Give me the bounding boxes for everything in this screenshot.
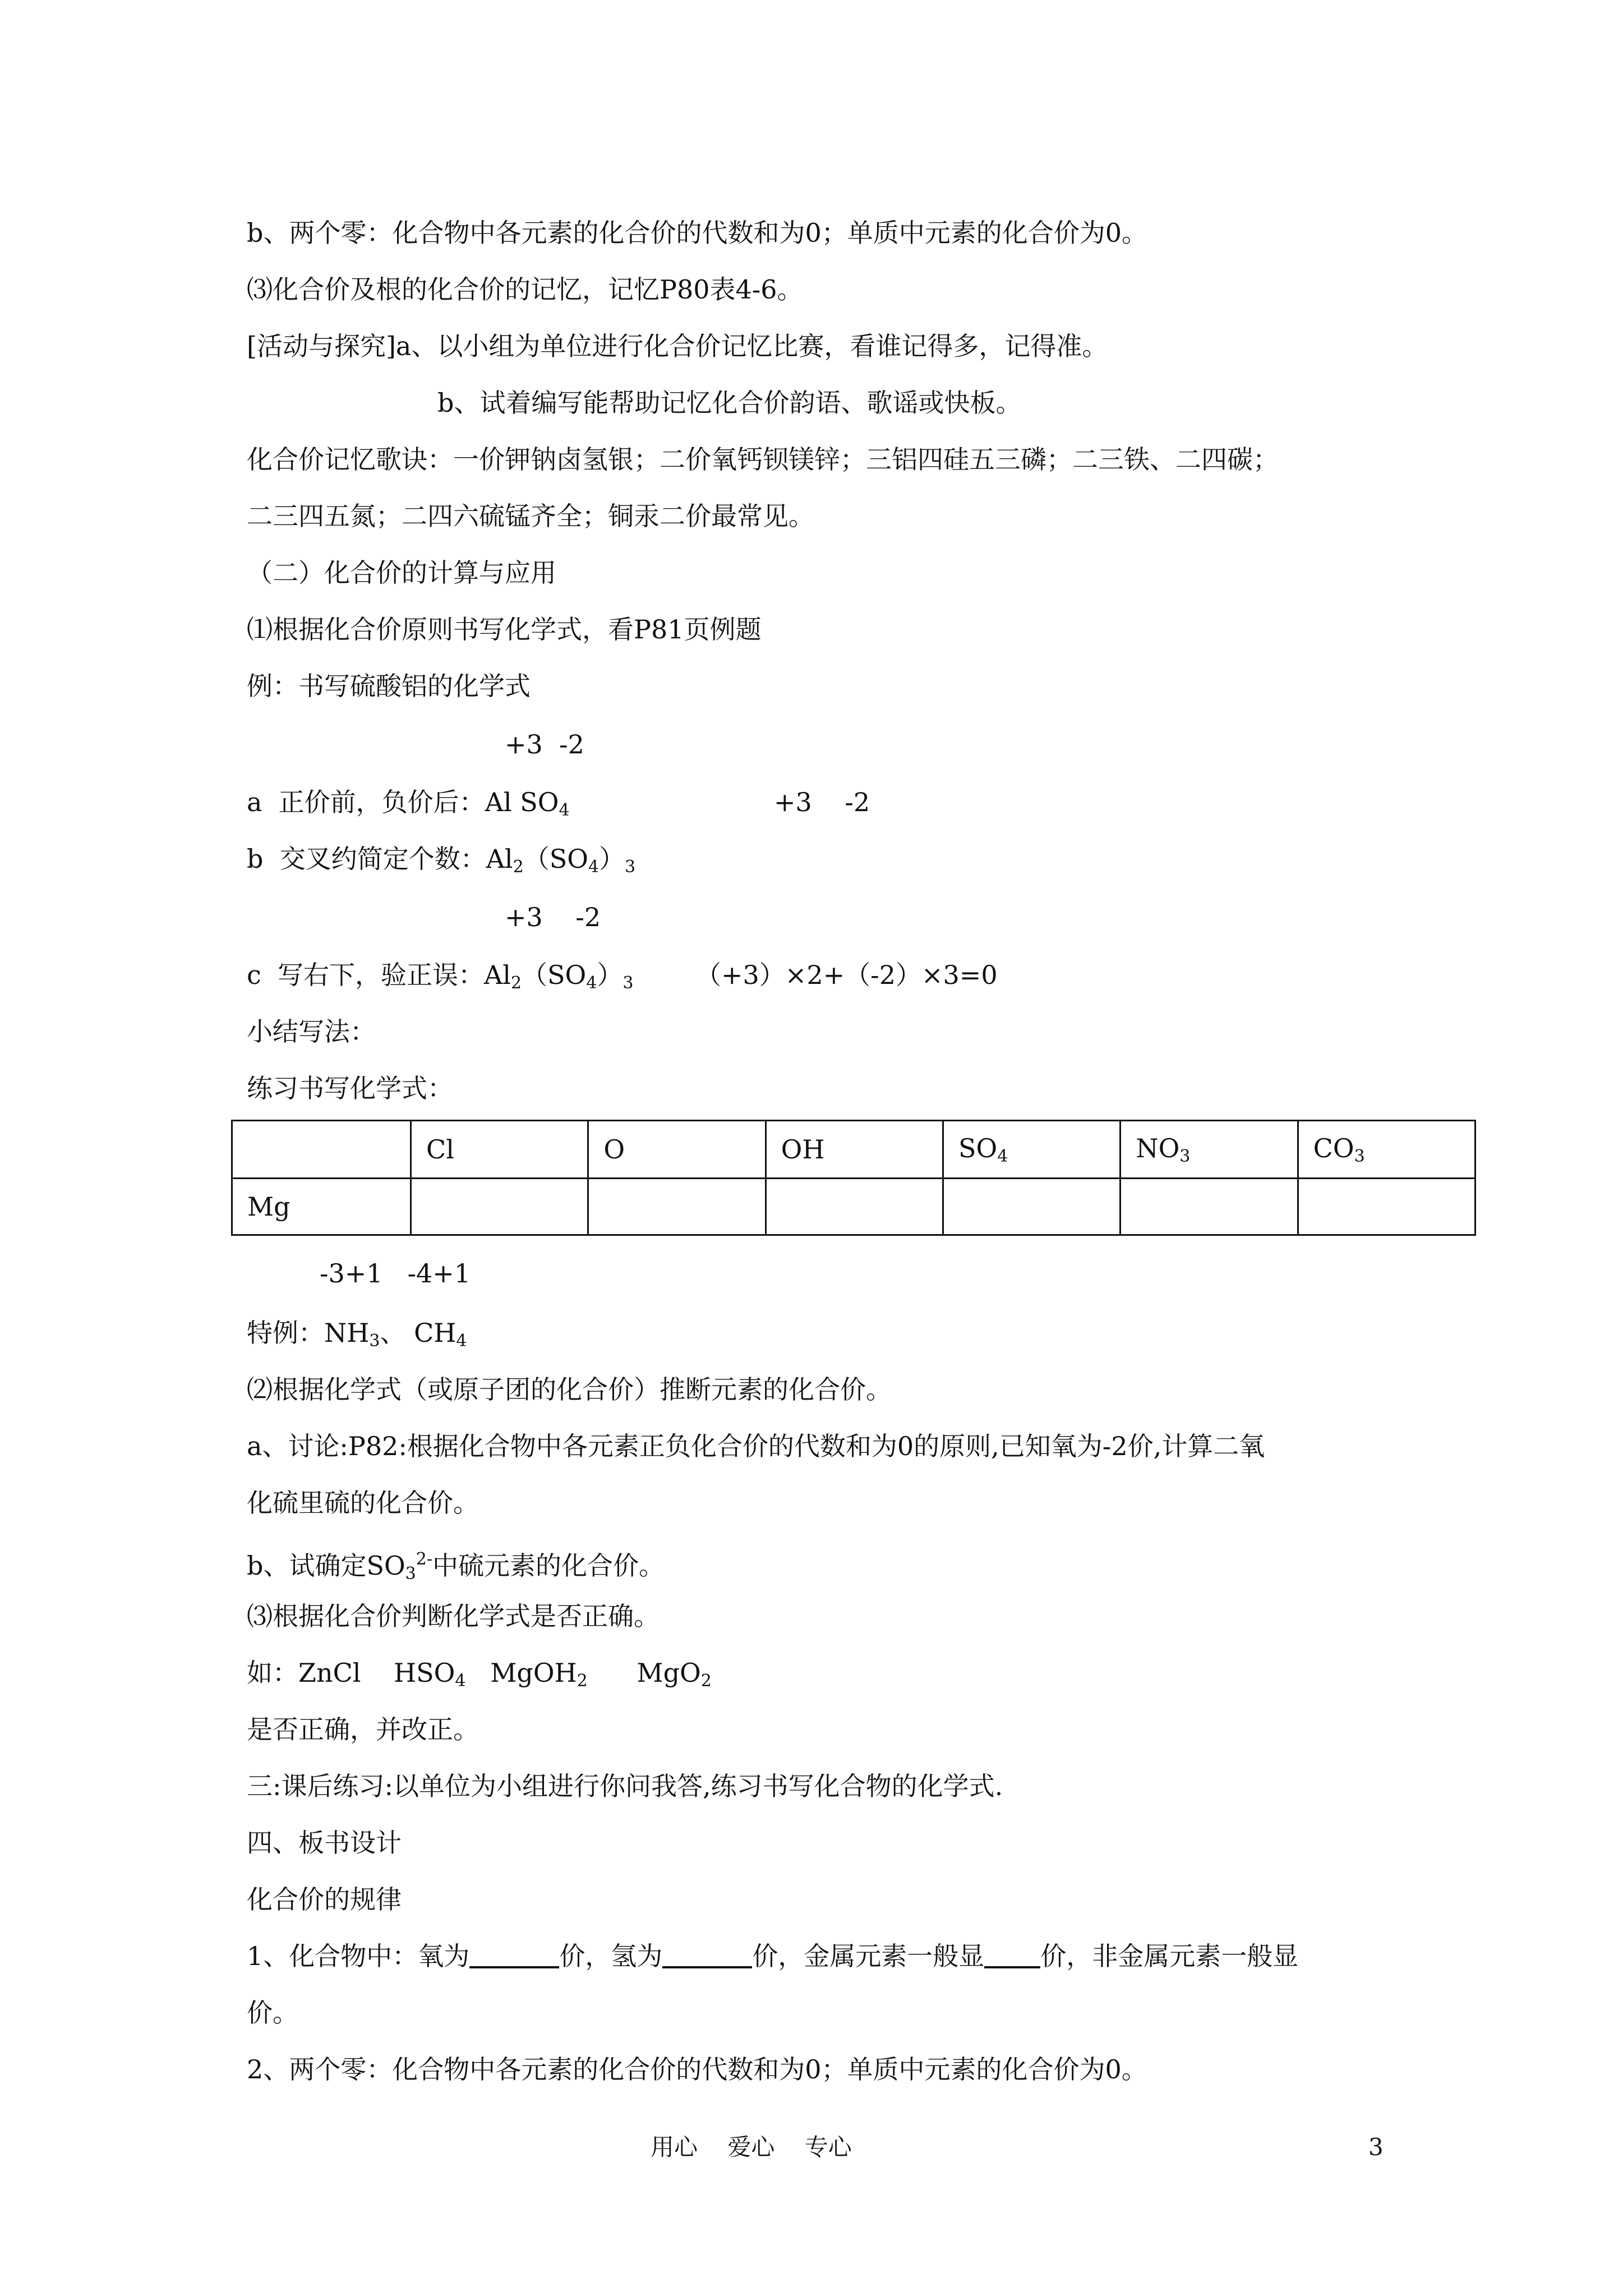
text-line: ⑵根据化学式（或原子团的化合价）推断元素的化合价。: [247, 1374, 892, 1405]
text-line: 例：书写硫酸铝的化学式: [247, 671, 531, 701]
table-cell[interactable]: [588, 1179, 766, 1235]
text-line: 小结写法：: [247, 1016, 376, 1047]
table-header-cell: $CO_3$: [1298, 1121, 1475, 1179]
text-line: 三:课后练习:以单位为小组进行你问我答,练习书写化合物的化学式.: [247, 1771, 1003, 1801]
answer-blank[interactable]: [662, 1941, 752, 1968]
formula-line: [247, 1316, 467, 1358]
valence-annotation: +3 -2: [505, 729, 584, 760]
formula-text: 中硫元素的化合价。: [432, 1550, 665, 1581]
formula-text: MgOH: [465, 1658, 577, 1688]
formula-line: [247, 1656, 712, 1698]
table-header-cell: O: [588, 1121, 766, 1179]
subscript: 3: [623, 973, 634, 993]
subscript: 2: [577, 1671, 588, 1691]
text-line: 价。: [247, 1998, 298, 2028]
answer-blank[interactable]: [469, 1941, 559, 1968]
formula-line: [247, 958, 633, 1000]
table-row: [232, 1179, 1476, 1235]
table-cell[interactable]: [943, 1179, 1120, 1235]
formula-text: 特例：NH: [247, 1318, 370, 1348]
subscript: 2: [513, 857, 524, 877]
subscript: 2: [700, 1671, 712, 1691]
formula-line: [247, 1543, 665, 1591]
formula-text: 如：ZnCl HSO: [247, 1658, 455, 1688]
text-line: ⑴根据化合价原则书写化学式，看P81页例题: [247, 614, 762, 645]
superscript: 2-: [416, 1549, 432, 1569]
footer-slogan: 用心 爱心 专心: [651, 2133, 852, 2161]
table-header-cell: $SO_4$: [943, 1121, 1120, 1179]
text-line: 化合价记忆歌诀：一价钾钠卤氢银；二价氧钙钡镁锌；三铝四硅五三磷；二三铁、二四碳；: [247, 444, 1279, 475]
text-line: 2、两个零：化合物中各元素的化合价的代数和为0；单质中元素的化合价为0。: [247, 2054, 1147, 2085]
formula-line: [247, 842, 635, 884]
answer-blank[interactable]: [984, 1941, 1040, 1968]
table-cell[interactable]: [1121, 1179, 1298, 1235]
text-line: b、两个零：化合物中各元素的化合价的代数和为0；单质中元素的化合价为0。: [247, 218, 1147, 248]
formula-text: b 交叉约简定个数：Al: [247, 844, 513, 874]
text-line: [活动与探究]a、以小组为单位进行化合价记忆比赛，看谁记得多，记得准。: [247, 331, 1108, 361]
text-line: 化合价的规律: [247, 1884, 402, 1915]
table-header-cell: OH: [766, 1121, 943, 1179]
text-line: 练习书写化学式：: [247, 1073, 453, 1103]
table-header-cell: [232, 1121, 411, 1179]
subscript: 4: [559, 800, 570, 820]
subscript: 3: [369, 1331, 380, 1351]
fill-blank-line: [247, 1939, 1298, 1973]
table-row-label: Mg: [232, 1179, 411, 1235]
subscript: 4: [588, 857, 600, 877]
formula-text: ）: [599, 844, 625, 874]
subscript: 4: [586, 973, 597, 993]
fill-blank-text: 价，氢为: [559, 1941, 663, 1971]
formula-text: b、试确定SO: [247, 1550, 405, 1581]
table-cell[interactable]: [1298, 1179, 1475, 1235]
formula-practice-table: [231, 1120, 1476, 1236]
section-heading: 四、板书设计: [247, 1828, 402, 1858]
formula-text: 、 CH: [380, 1318, 457, 1348]
subscript: 3: [625, 857, 636, 877]
subscript: 3: [405, 1564, 416, 1584]
formula-text: （SO: [523, 844, 588, 874]
formula-line: [247, 785, 570, 827]
table-header-cell: $NO_3$: [1121, 1121, 1298, 1179]
formula-text: c 写右下，验正误：Al: [247, 960, 511, 990]
valence-annotation: +3 -2: [505, 902, 601, 932]
formula-text: ）: [597, 960, 623, 990]
text-line: a、讨论:P82:根据化合物中各元素正负化合价的代数和为0的原则,已知氧为-2价,计算二氧: [247, 1431, 1265, 1461]
valence-annotation: +3 -2: [774, 787, 870, 817]
text-line: b、试着编写能帮助记忆化合价韵语、歌谣或快板。: [437, 388, 1022, 418]
table-header-cell: Cl: [411, 1121, 588, 1179]
fill-blank-text: 价，非金属元素一般显: [1040, 1941, 1299, 1971]
text-line: 是否正确，并改正。: [247, 1714, 479, 1745]
text-line: ⑶根据化合价判断化学式是否正确。: [247, 1601, 660, 1631]
fill-blank-text: 价，金属元素一般显: [752, 1941, 985, 1971]
text-line: ⑶化合价及根的化合价的记忆，记忆P80表4-6。: [247, 274, 803, 305]
verification-calc: （+3）×2+（-2）×3=0: [695, 960, 998, 990]
formula-text: （SO: [522, 960, 587, 990]
subscript: 4: [456, 1331, 467, 1351]
fill-blank-text: 1、化合物中：氧为: [247, 1941, 470, 1971]
formula-text: MgO: [587, 1658, 701, 1688]
valence-annotation: -3+1 -4+1: [320, 1258, 471, 1289]
text-line: 二三四五氮；二四六硫锰齐全；铜汞二价最常见。: [247, 501, 814, 531]
table-cell[interactable]: [766, 1179, 943, 1235]
section-heading: （二）化合价的计算与应用: [247, 558, 556, 588]
table-header-row: [232, 1121, 1476, 1179]
formula-text: a 正价前，负价后：Al SO: [247, 787, 559, 817]
page-number: 3: [1368, 2133, 1384, 2161]
table-cell[interactable]: [411, 1179, 588, 1235]
text-line: 化硫里硫的化合价。: [247, 1488, 479, 1518]
subscript: 2: [510, 973, 522, 993]
subscript: 4: [455, 1671, 466, 1691]
